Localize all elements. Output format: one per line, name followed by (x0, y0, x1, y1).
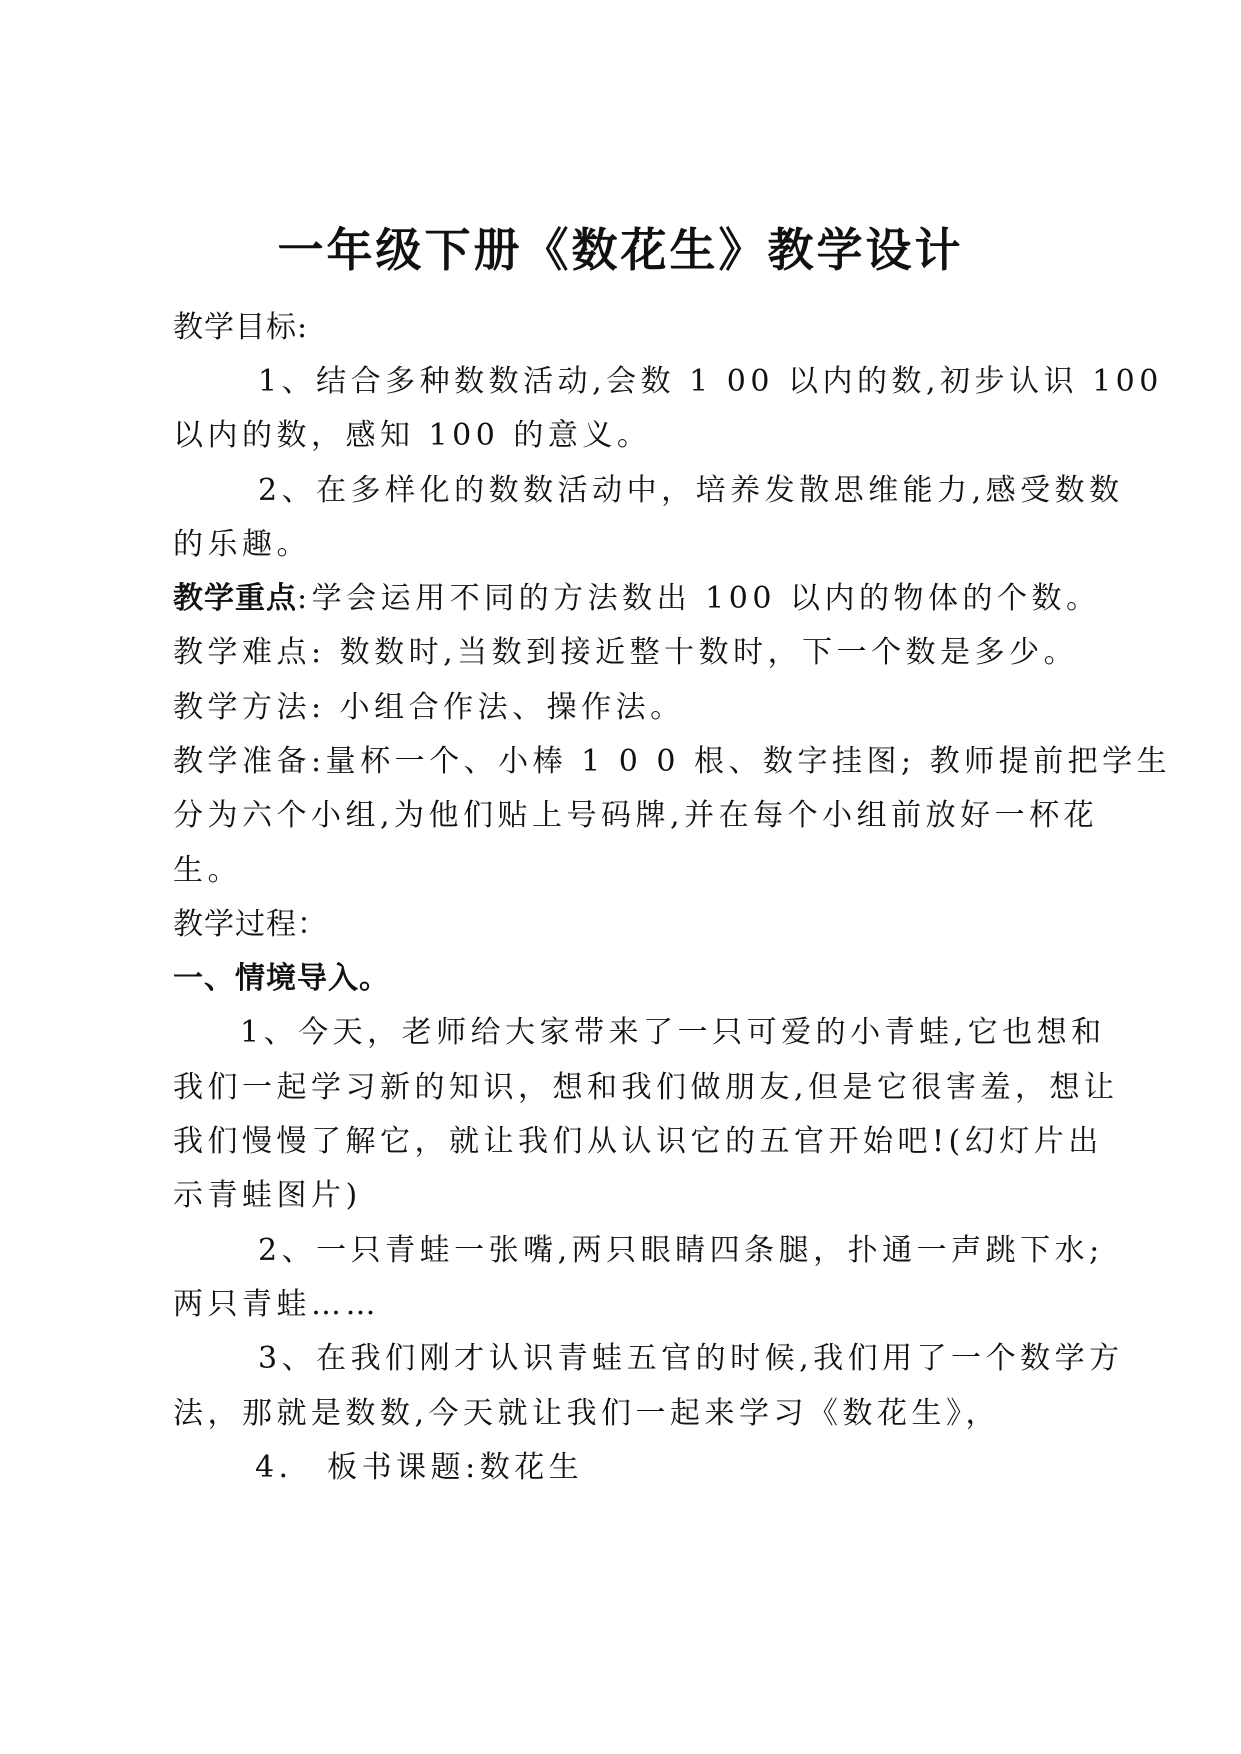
section-1-p1-line-2: 我们一起学习新的知识，想和我们做朋友,但是它很害羞，想让 (173, 1070, 1119, 1105)
section-1-p1-line-3: 我们慢慢了解它，就让我们从认识它的五官开始吧!(幻灯片出 (173, 1124, 1103, 1159)
document-title: 一年级下册《数花生》教学设计 (277, 223, 964, 277)
section-1-p1-line-4: 示青蛙图片) (173, 1178, 362, 1213)
process-heading: 教学过程： (173, 907, 328, 942)
preparation-line-3: 生。 (173, 853, 242, 888)
objective-2-line-1: 2、在多样化的数数活动中，培养发散思维能力,感受数数 (258, 473, 1124, 508)
objective-1-line-1: 1、结合多种数数活动,会数 1 00 以内的数,初步认识 100 (258, 364, 1163, 399)
objective-2-line-2: 的乐趣。 (173, 527, 311, 562)
key-point-text: :学会运用不同的方法数出 100 以内的物体的个数。 (297, 581, 1101, 616)
key-point-line (173, 579, 1100, 619)
method-line: 教学方法: 小组合作法、操作法。 (173, 690, 685, 725)
objectives-heading: 教学目标 (173, 310, 297, 345)
section-1-p1-line-1: 1、今天，老师给大家带来了一只可爱的小青蛙,它也想和 (240, 1015, 1106, 1050)
preparation-line-1: 教学准备:量杯一个、小棒 1 0 0 根、数字挂图; 教师提前把学生 (173, 744, 1172, 779)
key-point-label: 教学重点 (173, 581, 297, 616)
preparation-line-2: 分为六个小组,为他们贴上号码牌,并在每个小组前放好一杯花 (173, 798, 1099, 833)
difficulty-line: 教学难点: 数数时,当数到接近整十数时，下一个数是多少。 (173, 635, 1079, 670)
section-1-p3-line-1: 3、在我们刚才认识青蛙五官的时候,我们用了一个数学方 (258, 1341, 1124, 1376)
section-1-p2-line-2: 两只青蛙…… (173, 1287, 380, 1322)
section-1-heading: 一、情境导入。 (173, 961, 390, 996)
objective-1-line-2: 以内的数，感知 100 的意义。 (173, 418, 652, 453)
objectives-colon: : (297, 310, 312, 345)
section-1-p4: 4． 板书课题:数花生 (255, 1450, 584, 1485)
section-1-p3-line-2: 法，那就是数数,今天就让我们一起来学习《数花生》， (173, 1396, 1001, 1431)
objectives-heading-line (173, 308, 312, 348)
section-1-p2-line-1: 2、一只青蛙一张嘴,两只眼睛四条腿，扑通一声跳下水; (258, 1233, 1104, 1268)
